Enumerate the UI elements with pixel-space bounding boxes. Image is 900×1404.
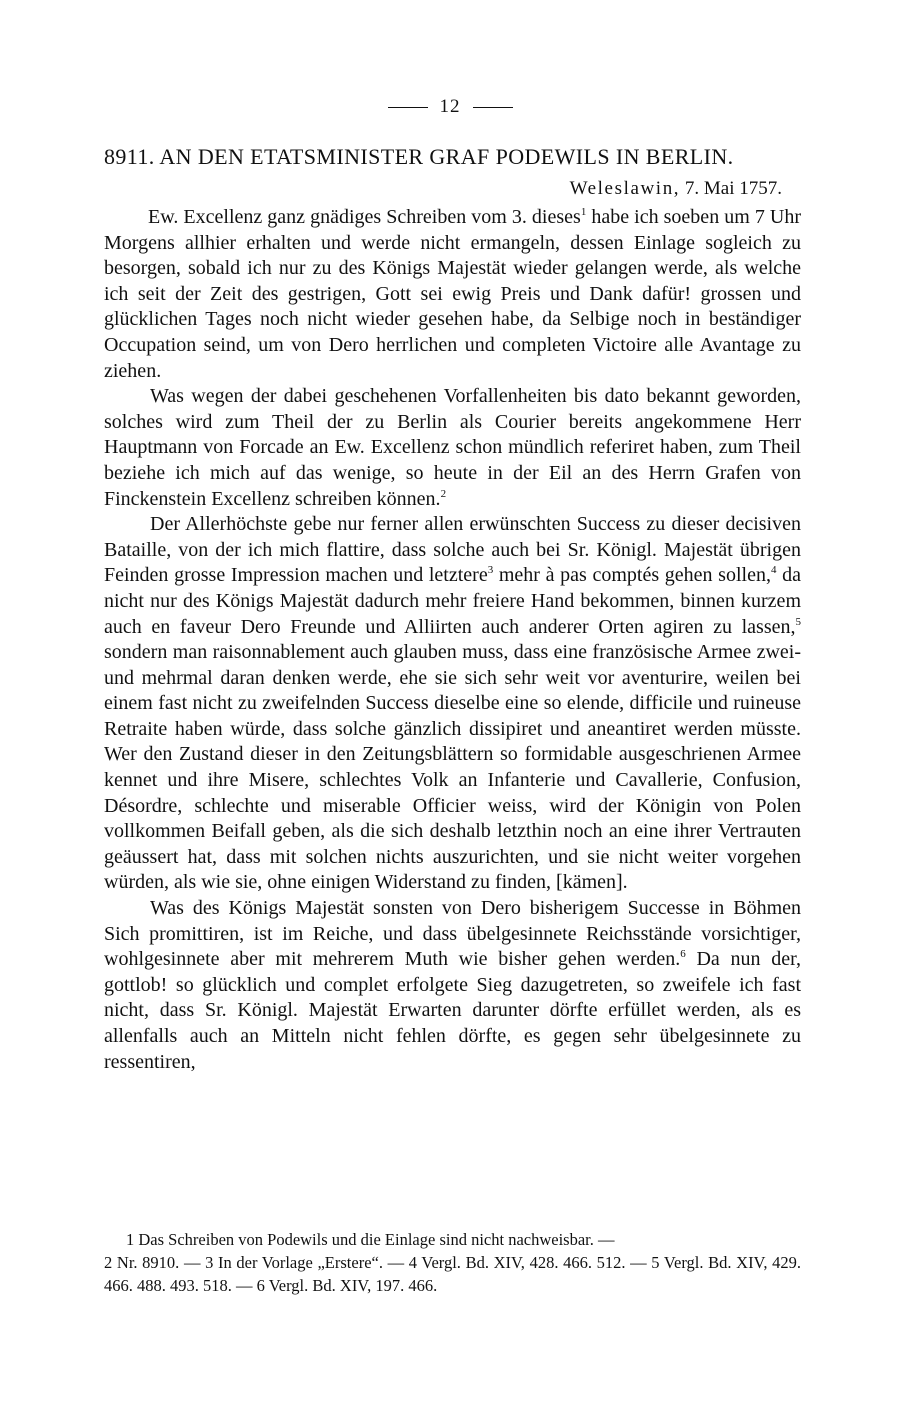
footnote-ref: 2 (440, 487, 447, 500)
footnote-ref: 6 (680, 948, 686, 961)
footnote-ref: 3 (487, 564, 494, 577)
paragraph-text: da nicht nur des Königs Majestät dadurch mehr freiere Hand bekommen, binnen kurzem auch en faveur Dero Freunde und Alliirten auch anderer Orten agiren zu lassen, (104, 564, 801, 638)
footnote-ref: 1 (580, 206, 587, 218)
footnote-1: 1 Das Schreiben von Podewils und die Einlage sind nicht nachweisbar. — (126, 1230, 615, 1249)
dateline (570, 178, 782, 200)
paragraph-text: Was des Königs Majestät sonsten von Dero bisherigem Successe in Böhmen Sich promittiren, ist im Reiche, und dass übelgesinnete Reichsstände vorsichtiger, wohlgesinnete aber mit mehrerem Muth wie bisher gehen werden. (104, 897, 801, 971)
paragraph-text: mehr à pas comptés gehen sollen, (493, 564, 771, 587)
paragraph-text: sondern man raisonnablement auch glauben muss, dass eine französische Armee zwei- und mehrmal daran denken werde, ehe sie sich sehr weit vor aventurire, weilen bei einem fast nicht zu zweifelnden Success dieselbe eine so elende, difficile und ruineuse Retraite haben würde, dass solche gänzlich dissipiret und aneantiret werden müsste. Wer den Zustand dieser in den Zeitungsblättern so formidable ausgeschrienen Armee kennet und ihre Misere, schlechtes Volk an Infanterie und Cavallerie, Confusion, Désordre, schlechte und miserable Officier weiss, wird der Königin von Polen vollkommen Beifall geben, als die sich deshalb letzthin noch an eine ihrer Vertrauten geäussert hat, dass mit solchen nichts auszurichten, und sie nicht weiter vorgehen würden, als wie sie, ohne einigen Widerstand zu finden, [kämen]. (104, 641, 801, 894)
page-number: 12 (439, 96, 461, 117)
paragraph-text: Was wegen der dabei geschehenen Vorfallenheiten bis dato bekannt geworden, solches wird zum Theil der zu Berlin als Courier bereits angekommene Herr Hauptmann von Forcade an Ew. Excellenz schon mündlich referiret haben, zum Theil beziehe ich mich auf das wenige, so heute in der Eil an des Herrn Grafen von Finckenstein Excellenz schreiben können. (104, 385, 801, 510)
paragraph-text: Ew. Excellenz ganz gnädiges Schreiben vom 3. dieses (148, 206, 581, 228)
dateline-date: 7. Mai 1757. (684, 178, 782, 199)
document-title: 8911. AN DEN ETATSMINISTER GRAF PODEWILS IN BERLIN. (104, 144, 734, 169)
rule-right (473, 107, 513, 108)
paragraph-1 (104, 205, 801, 384)
dateline-place: Weleslawin, (569, 178, 681, 199)
paragraph-text: Da nun der, gottlob! so glücklich und complet erfolgete Sieg dazugetreten, so zweifele ich fast nicht, dass Sr. Königl. Majestät Erwarten darunter dörfte erfüllet werden, als es allenfalls auch an Mitteln nicht fehlen dörfte, es gegen sehr übelgesinnete zu ressentiren, (104, 948, 801, 1073)
paragraph-4 (104, 896, 801, 1075)
footnotes-continued: 2 Nr. 8910. — 3 In der Vorlage „Erstere“. — 4 Vergl. Bd. XIV, 428. 466. 512. — 5 Vergl. Bd. XIV, 429. 466. 488. 493. 518. — 6 Vergl. Bd. XIV, 197. 466. (104, 1253, 801, 1295)
paragraph-2 (104, 384, 801, 512)
paragraph-text: habe ich soeben um 7 Uhr Morgens allhier erhalten und werde nicht ermangeln, dessen Einlage sogleich zu besorgen, sobald ich nur zu des Königs Majestät wieder gelangen werde, als welche ich seit der Zeit des gestrigen, Gott sei ewig Preis und Dank dafür! grossen und glücklichen Tages noch nicht wieder gesehen habe, da Selbige noch in beständiger Occupation seind, um von Dero herrlichen und completen Victoire alle Avantage zu ziehen. (104, 206, 802, 382)
paragraph-text: Der Allerhöchste gebe nur ferner allen erwünschten Success zu dieser decisiven Bataille, von der ich mich flattire, dass solche auch bei Sr. Königl. Majestät übrigen Feinden grosse Impression machen und letztere (104, 513, 801, 587)
footnote-ref: 5 (795, 615, 801, 628)
running-head (0, 96, 900, 118)
paragraph-3 (104, 512, 801, 896)
letter-body (104, 205, 801, 1075)
footnote-ref: 4 (770, 564, 777, 577)
rule-left (388, 107, 428, 108)
footnotes (104, 1228, 801, 1297)
